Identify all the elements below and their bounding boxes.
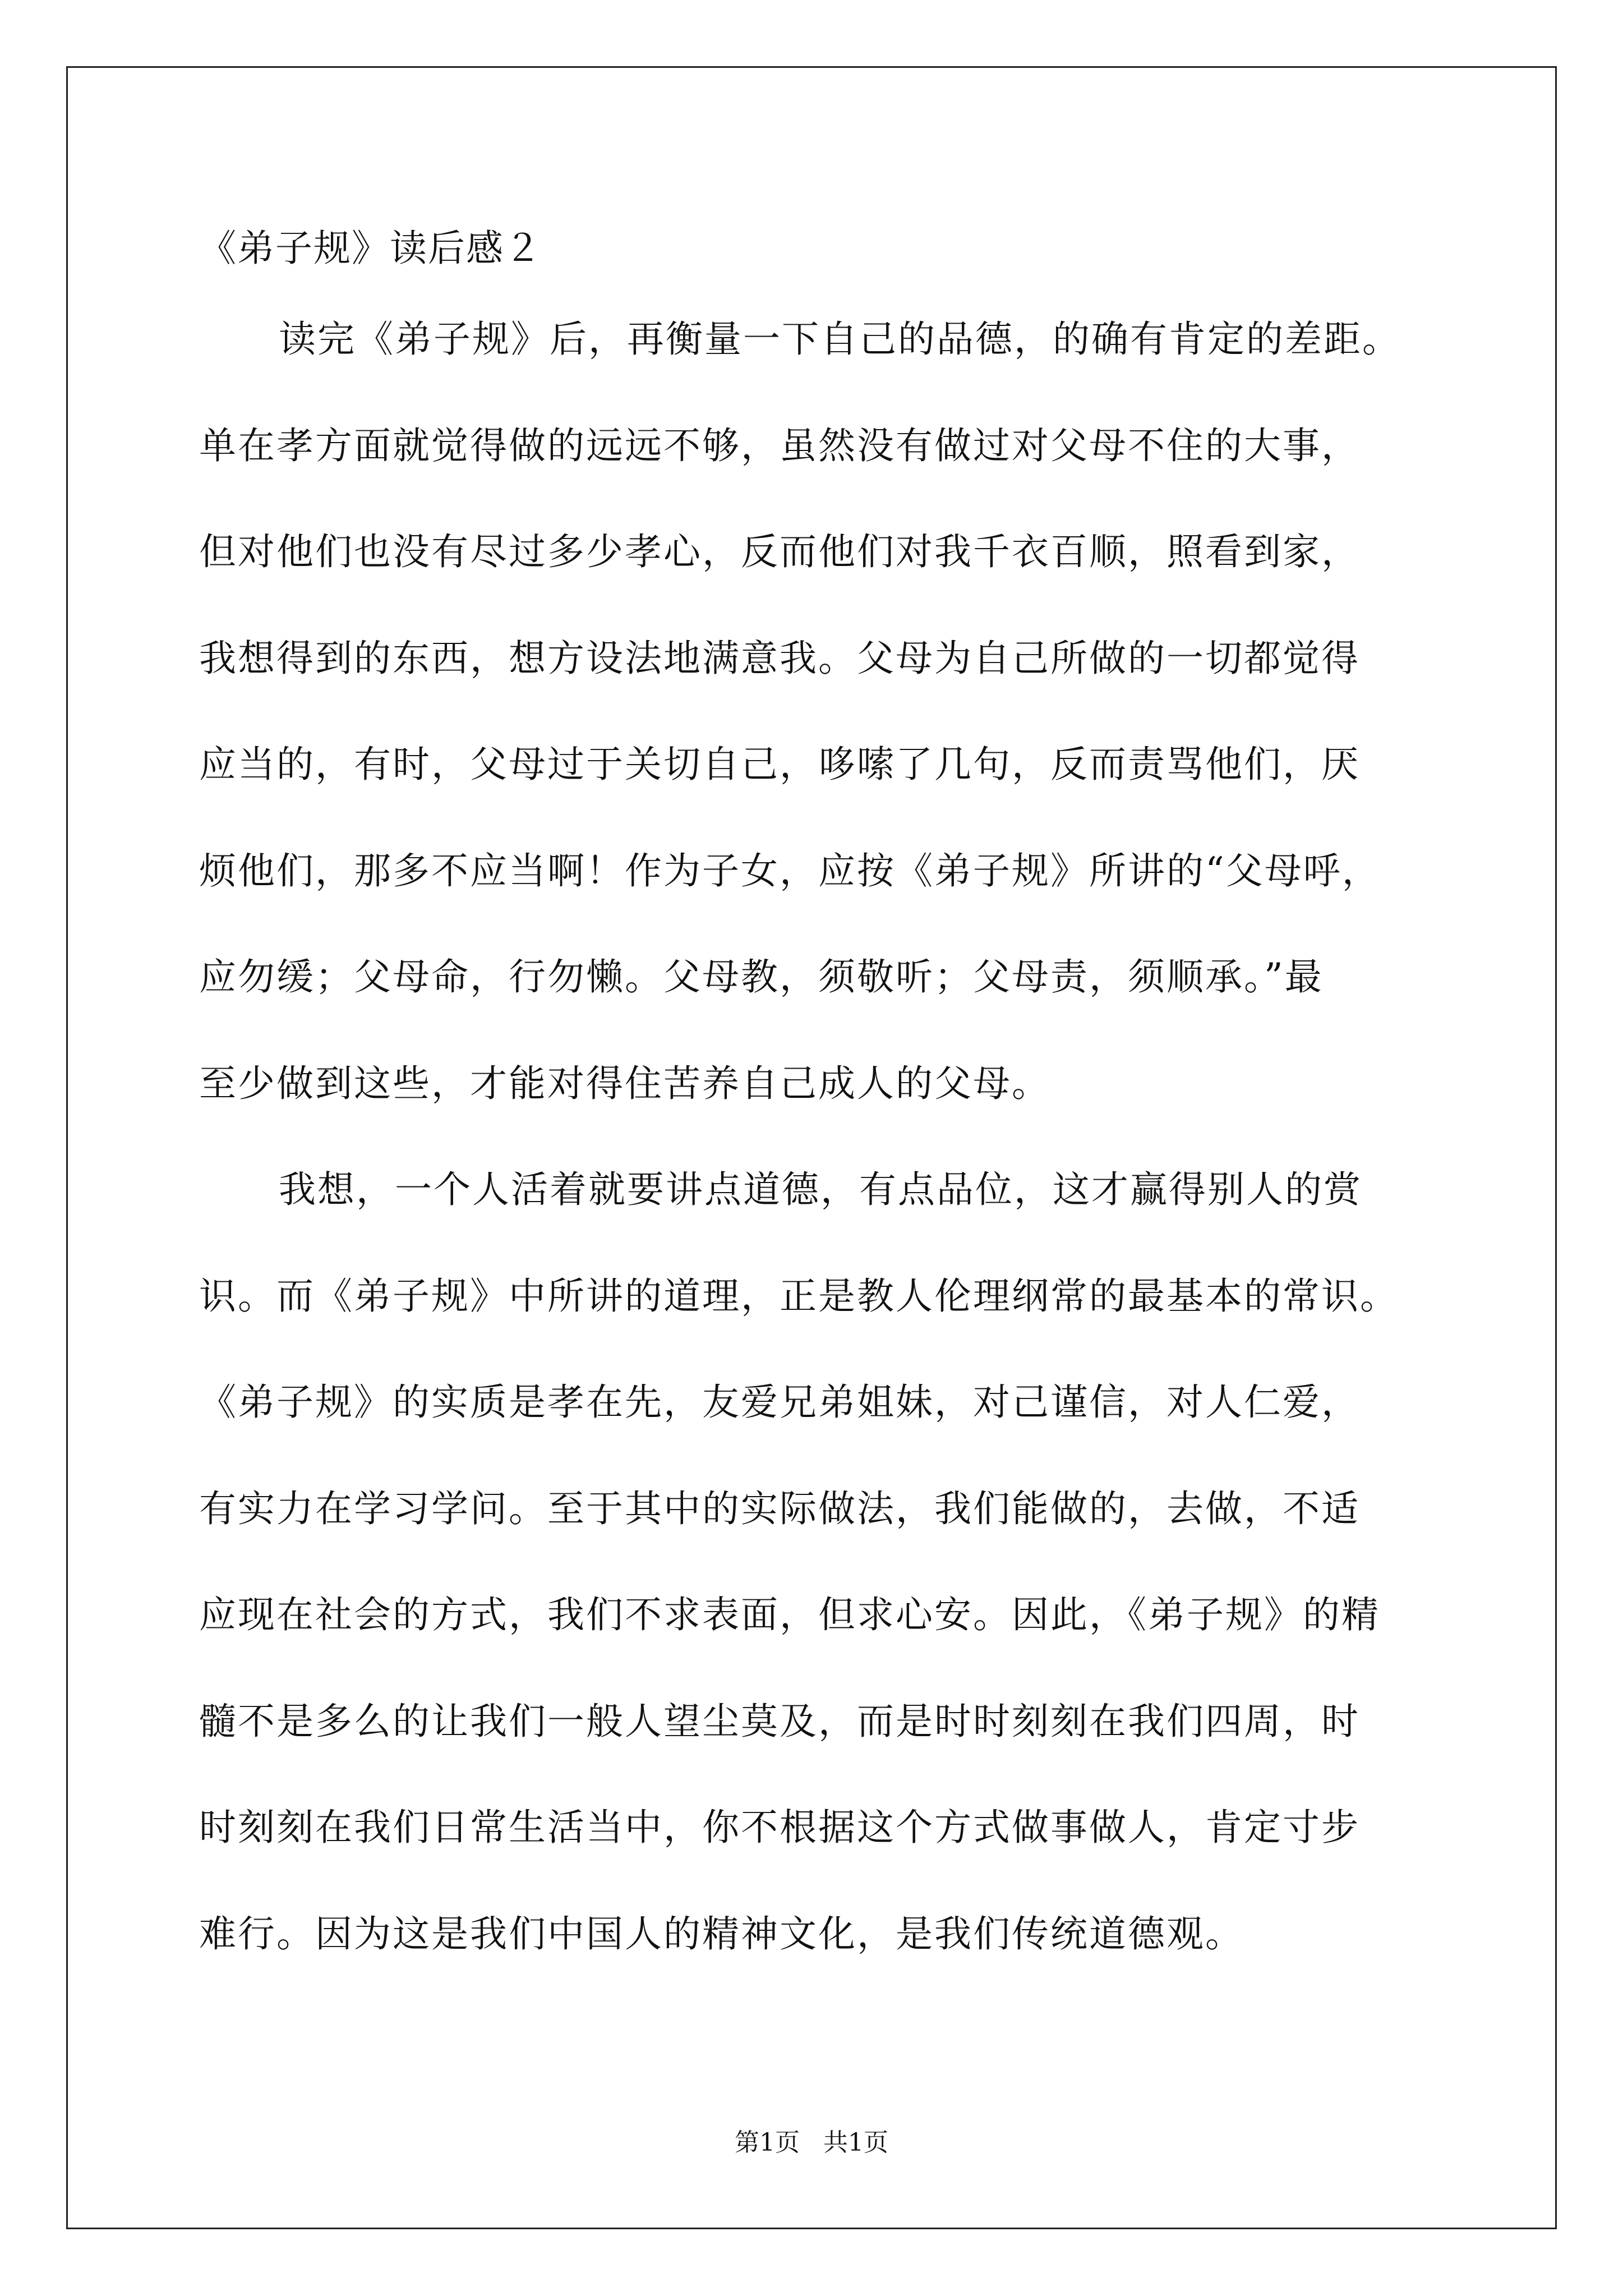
document-body: [199, 314, 1489, 2015]
paragraph-line: 时刻刻在我们日常生活当中，你不根据这个方式做事做人，肯定寸步: [199, 1806, 1360, 1849]
paragraph-line: 读完《弟子规》后，再衡量一下自己的品德，的确有肯定的差距。: [279, 318, 1401, 361]
paragraph-line: 识。而《弟子规》中所讲的道理，正是教人伦理纲常的最基本的常识。: [199, 1274, 1399, 1318]
paragraph-line: 单在孝方面就觉得做的远远不够，虽然没有做过对父母不住的大事，: [199, 424, 1360, 467]
paragraph-line: 我想，一个人活着就要讲点道德，有点品位，这才赢得别人的赏: [279, 1168, 1362, 1211]
paragraph-line: 有实力在学习学问。至于其中的实际做法，我们能做的，去做，不适: [199, 1487, 1360, 1530]
page-footer: 第1页 共1页: [735, 2128, 888, 2157]
paragraph-line: 应现在社会的方式，我们不求表面，但求心安。因此，《弟子规》的精: [199, 1593, 1380, 1636]
paragraph-line: 应当的，有时，父母过于关切自己，哆嗦了几句，反而责骂他们，厌: [199, 743, 1360, 786]
paragraph-line: 烦他们，那多不应当啊！作为子女，应按《弟子规》所讲的“父母呼，: [199, 849, 1381, 892]
paragraph-line: 《弟子规》的实质是孝在先，友爱兄弟姐妹，对己谨信，对人仁爱，: [199, 1381, 1360, 1424]
paragraph-line: 至少做到这些，才能对得住苦养自己成人的父母。: [199, 1061, 1050, 1105]
paragraph-line: 我想得到的东西，想方设法地满意我。父母为自己所做的一切都觉得: [199, 636, 1360, 680]
paragraph-line: 髓不是多么的让我们一般人望尘莫及，而是时时刻刻在我们四周，时: [199, 1699, 1360, 1743]
paragraph-line: 应勿缓；父母命，行勿懒。父母教，须敬听；父母责，须顺承。”最: [199, 955, 1324, 999]
paragraph-line: 难行。因为这是我们中国人的精神文化，是我们传统道德观。: [199, 1912, 1244, 1955]
paragraph-line: 但对他们也没有尽过多少孝心，反而他们对我千衣百顺，照看到家，: [199, 530, 1360, 573]
document-title: 《弟子规》读后感２: [199, 227, 542, 270]
